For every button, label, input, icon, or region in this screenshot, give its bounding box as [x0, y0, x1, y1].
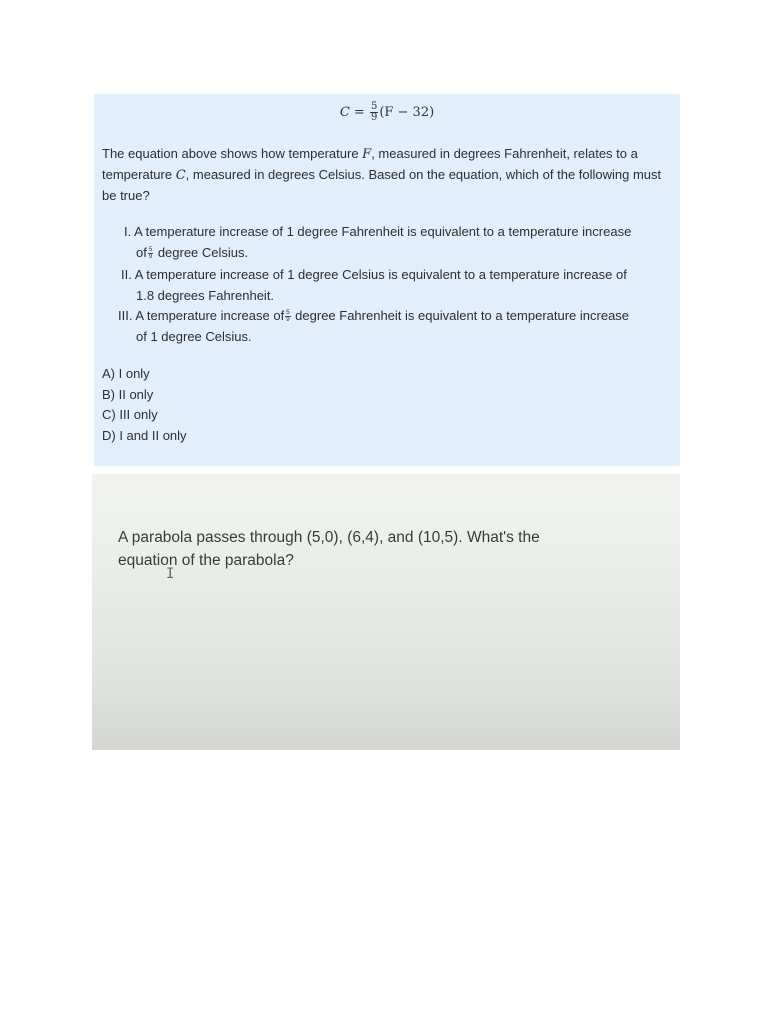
problem-1-panel — [94, 94, 680, 466]
intro-text: , measured in degrees Celsius. Based on the equation, which of the following must be true? — [102, 167, 662, 203]
statement-3-fraction — [285, 310, 290, 323]
formula-fraction — [370, 102, 378, 123]
statement-3-pre: III. A temperature increase of — [118, 308, 285, 323]
statement-1 — [124, 221, 674, 263]
answer-choices — [102, 364, 187, 446]
formula-rhs: (F − 32) — [379, 105, 435, 120]
statement-3-line2: of 1 degree Celsius. — [136, 329, 252, 344]
fraction-denominator: 9 — [286, 317, 290, 324]
statement-3 — [118, 305, 674, 347]
statement-1-of: of — [136, 245, 147, 260]
statement-1-line1: I. A temperature increase of 1 degree Fahrenheit is equivalent to a temperature increase — [124, 224, 632, 239]
fraction-numerator: 5 — [370, 101, 378, 112]
statement-2-line2: 1.8 degrees Fahrenheit. — [136, 288, 275, 303]
variable-c: C — [175, 168, 186, 183]
problem-1-intro — [102, 144, 672, 206]
fraction-denominator: 9 — [370, 112, 378, 123]
intro-text: The equation above shows how temperature — [102, 146, 363, 161]
fraction-numerator: 5 — [286, 310, 290, 317]
choice-a[interactable]: A) I only — [102, 366, 150, 381]
statement-2-line1: II. A temperature increase of 1 degree Celsius is equivalent to a temperature increase of — [121, 267, 627, 282]
problem-2-panel — [92, 474, 680, 750]
statement-2 — [121, 264, 674, 306]
variable-f: F — [362, 147, 372, 162]
temperature-formula — [94, 102, 680, 123]
intro-text: , measured in degrees Fahrenheit, relates to a temperature — [102, 146, 638, 182]
choice-b[interactable]: B) II only — [102, 386, 154, 402]
statement-3-line1 — [118, 305, 674, 326]
parabola-question: A parabola passes through (5,0), (6,4), and (10,5). What's the equation of the parabola? — [118, 529, 540, 569]
text-cursor-icon: I — [166, 566, 175, 582]
fraction-numerator: 5 — [148, 247, 153, 254]
statement-1-line2 — [124, 242, 674, 263]
choice-c[interactable]: C) III only — [102, 407, 158, 422]
statement-1-rest: degree Celsius. — [157, 245, 249, 260]
choice-d[interactable]: D) I and II only — [102, 427, 187, 443]
statement-1-fraction — [148, 247, 153, 260]
fraction-denominator: 9 — [148, 254, 153, 261]
formula-lhs: C = — [339, 105, 365, 120]
statement-3-post: degree Fahrenheit is equivalent to a temperature increase — [295, 308, 630, 323]
